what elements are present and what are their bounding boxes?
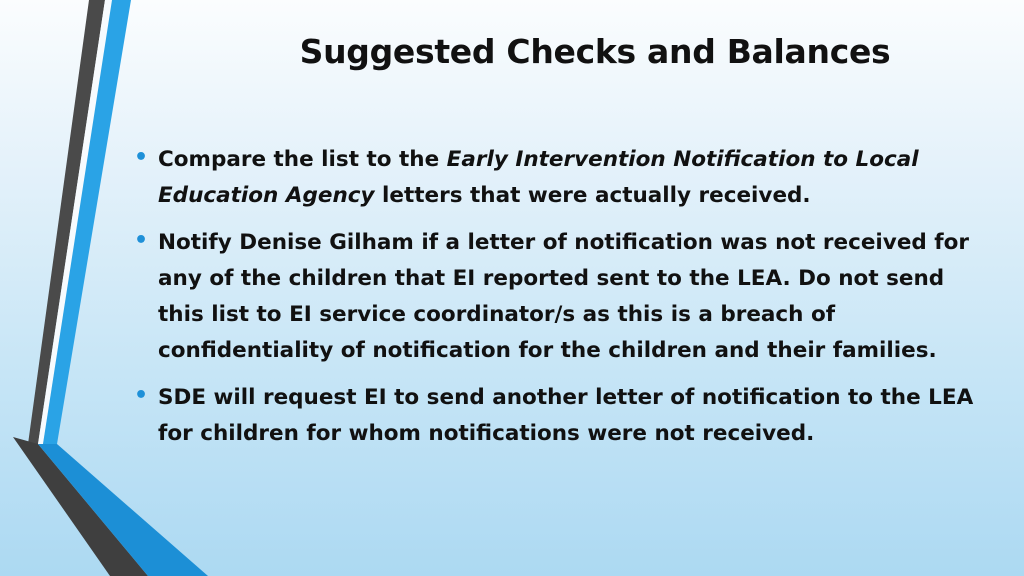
slide-title: Suggested Checks and Balances	[299, 32, 891, 71]
bullet-list	[133, 142, 988, 463]
bullet-item-sde	[133, 380, 988, 452]
bullet-text: SDE will request EI to send another letter of notification to the LEA for children for whom notifications were not received.	[158, 385, 974, 446]
bullet-text: Notify Denise Gilham if a letter of notification was not received for any of the children that EI reported sent to the LEA. Do not send this list to EI service coordinator/s as this is a breach of confidentiality of notification for the children and their families.	[158, 230, 970, 363]
bullet-icon: •	[134, 228, 149, 253]
bullet-item-compare	[133, 142, 988, 214]
bullet-text-pre: Compare the list to the	[158, 147, 447, 172]
bullet-text-post: letters that were actually received.	[374, 183, 811, 208]
bullet-icon: •	[134, 383, 149, 408]
stripe-white	[38, 0, 112, 444]
bullet-text-italic: Early Intervention Notification to Local Education Agency	[158, 147, 919, 208]
bullet-icon: •	[134, 145, 149, 170]
bullet-item-notify	[133, 225, 988, 369]
